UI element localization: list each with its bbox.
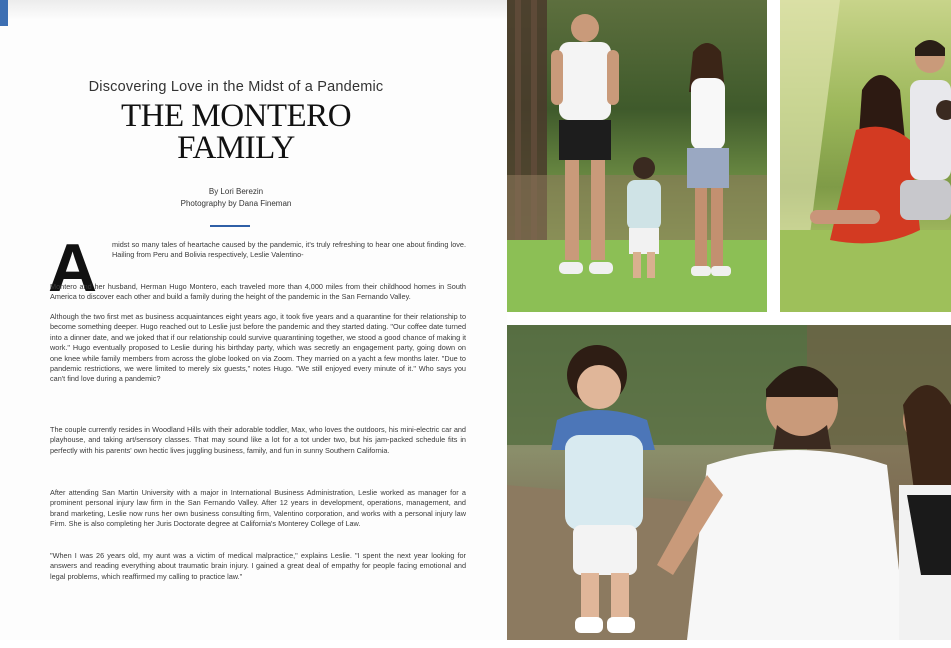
article-kicker: Discovering Love in the Midst of a Pandemic <box>88 79 384 95</box>
title-line-1: THE MONTERO <box>120 98 352 134</box>
byline-photographer: Photography by Dana Fineman <box>180 199 292 208</box>
byline <box>0 186 472 210</box>
title-divider <box>210 225 250 227</box>
byline-author: By Lori Berezin <box>208 187 264 196</box>
paragraph-1-opening: midst so many tales of heartache caused by the pandemic, it's truly refreshing to hear one about finding love. Hailing from Peru and Bolivia respectively, Leslie Valentino- <box>112 240 466 260</box>
paragraph-2: Although the two first met as business acquaintances eight years ago, it took five years and a quarantine for their relationship to become something deeper. Hugo reached out to Leslie just before the pandemic and they started dating. "Our coffee date turned into a dinner date, and we joked that if our relationship could survive quarantining together, we stood a good chance of making it work." Hugo eventually proposed to Leslie during his birthday party, which was secretly an engagement party, going down on one knee while family members from across the globe looked on via Zoom. They married on a yacht a few months later. "Due to pandemic restrictions, we were limited to merely six guests," notes Hugo. "We still enjoyed every minute of it." Who says you can't find love during a pandemic? <box>50 312 466 384</box>
paragraph-5: "When I was 26 years old, my aunt was a victim of medical malpractice," explains Leslie. "I spent the next year looking for answers and reading everything about traumatic brain injury. I gained a great deal of empathy for people facing emotional and legal problems, which reaffirmed my calling to practice law." <box>50 551 466 581</box>
paragraph-4: After attending San Martin University with a major in International Business Administration, Leslie worked as manager for a prominent personal injury law firm in the San Fernando Valley. After 12 years in development, operations, management, and brand marketing, Leslie now runs her own business consulting firm, Valentino corporation, and works with a personal injury law Firm. She is also completing her Juris Doctorate degree at California's Monterey College of Law. <box>50 488 466 529</box>
page-corner-tab <box>0 0 8 26</box>
family-walking-photo <box>507 0 767 312</box>
father-toddler-photo <box>507 325 951 640</box>
article-title <box>0 100 472 164</box>
page-fold-shadow <box>0 0 507 20</box>
paragraph-3: The couple currently resides in Woodland Hills with their adorable toddler, Max, who loves the outdoors, his mini-electric car and playhouse, and taking art/sensory classes. That may sound like a lot for a tot under two, but his jam-packed schedule fits in perfectly with his parents' own hectic lives juggling business, family, and fun in sunny Southern California. <box>50 425 466 455</box>
couple-sitting-photo <box>780 0 951 312</box>
title-line-2: FAMILY <box>177 130 295 166</box>
paragraph-1-continued: Montero and her husband, Herman Hugo Montero, each traveled more than 4,000 miles from their childhood homes in South America to discover each other and build a family during the height of the pandemic in the San Fernando Valley. <box>50 282 466 302</box>
drop-cap: A <box>48 230 98 306</box>
